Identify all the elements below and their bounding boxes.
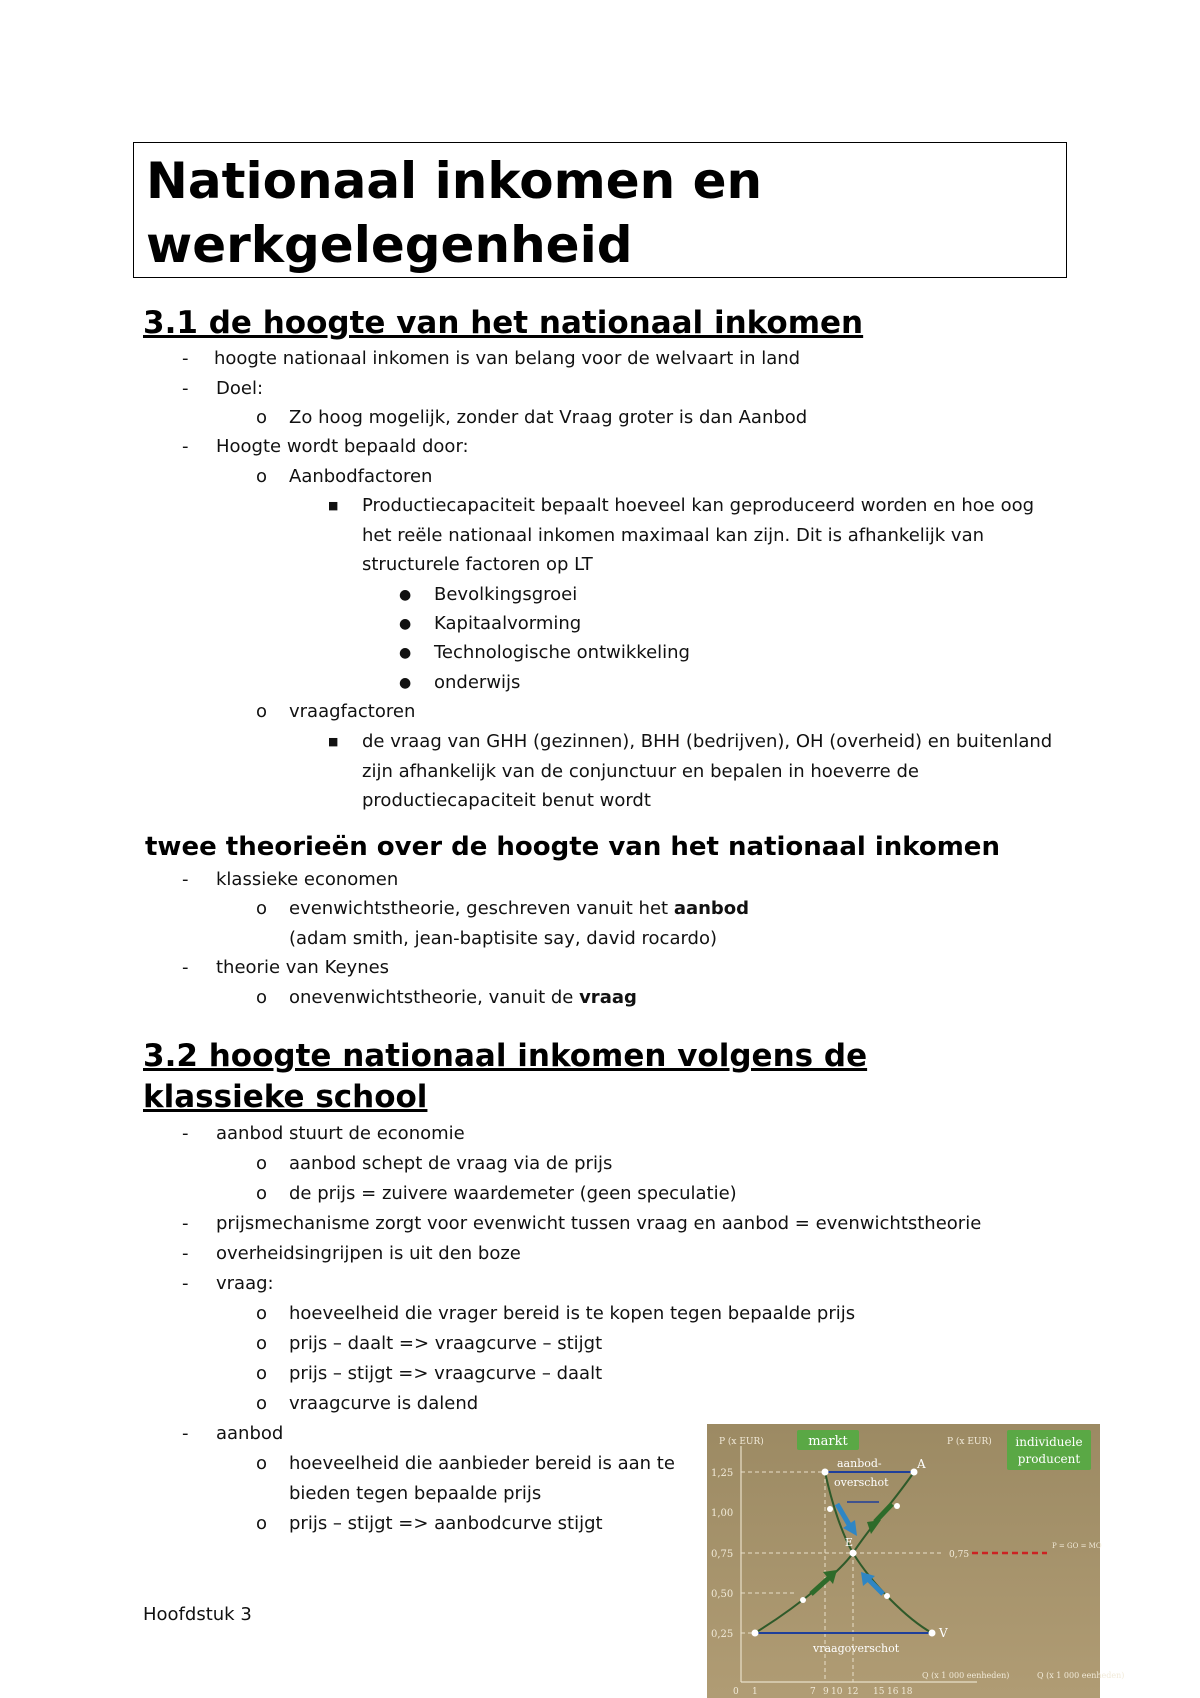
aanbodoverschot-label-1: aanbod- (837, 1457, 882, 1470)
markt-label: markt (808, 1434, 848, 1449)
y-tick: 1,25 (711, 1468, 734, 1479)
x-tick: 18 (901, 1687, 913, 1697)
circle-marker: o (256, 898, 268, 919)
list-item-continued: bieden tegen bepaalde prijs (289, 1483, 542, 1504)
list-item: prijs – stijgt => vraagcurve – daalt (289, 1363, 603, 1384)
bullet-marker: ● (399, 645, 412, 661)
emphasis-aanbod: aanbod (673, 898, 750, 919)
list-item: Aanbodfactoren (289, 466, 433, 487)
y-axis-label: P (x EUR) (719, 1437, 764, 1447)
list-item: aanbod (216, 1423, 284, 1444)
producent-label: producent (1017, 1452, 1081, 1466)
dash-marker: - (182, 1243, 189, 1264)
list-item: klassieke economen (216, 869, 399, 890)
x-tick: 7 (810, 1687, 816, 1697)
y-tick: 0,75 (711, 1549, 734, 1560)
circle-marker: o (256, 1393, 268, 1414)
dash-marker: - (182, 869, 189, 890)
list-item-continued: zijn afhankelijk van de conjunctuur en bepalen in hoeverre de (362, 761, 919, 782)
point-v-label: V (939, 1626, 948, 1640)
list-item-continued: structurele factoren op LT (362, 554, 593, 575)
point-marker (929, 1630, 936, 1637)
square-marker: ■ (328, 735, 339, 748)
supply-demand-graph (707, 1424, 1125, 1698)
emphasis-vraag: vraag (579, 987, 637, 1008)
list-item-text: evenwichtstheorie, geschreven vanuit het (289, 898, 674, 919)
dash-marker: - (182, 1123, 189, 1144)
circle-marker: o (256, 466, 268, 487)
list-item-continued: (adam smith, jean-baptisite say, david rocardo) (289, 928, 718, 949)
price-right-label: 0,75 (949, 1550, 970, 1560)
square-marker: ■ (328, 499, 339, 512)
aanbodoverschot-label-2: overschot (834, 1476, 889, 1489)
theories-heading: twee theorieën over de hoogte van het nationaal inkomen (145, 832, 1000, 862)
right-legend-label: P = GO = MO (1052, 1542, 1102, 1550)
list-item: hoeveelheid die vrager bereid is te kopen tegen bepaalde prijs (289, 1303, 856, 1324)
point-a-label: A (917, 1457, 926, 1471)
list-item-continued: het reële nationaal inkomen maximaal kan zijn. Dit is afhankelijk van (362, 525, 985, 546)
point-marker (822, 1469, 829, 1476)
circle-marker: o (256, 1453, 268, 1474)
x-tick: 1 (752, 1687, 758, 1697)
point-marker (752, 1630, 759, 1637)
section-3-2-heading-line1: 3.2 hoogte nationaal inkomen volgens de (143, 1038, 868, 1074)
list-item: vraagfactoren (289, 701, 416, 722)
dash-marker: - (182, 1273, 189, 1294)
point-e-label: E (845, 1536, 854, 1549)
title-box (133, 142, 1067, 278)
circle-marker: o (256, 1153, 268, 1174)
circle-marker: o (256, 1513, 268, 1534)
y-tick: 1,00 (711, 1508, 734, 1519)
list-item: Zo hoog mogelijk, zonder dat Vraag groter is dan Aanbod (289, 407, 808, 428)
individuele-label: individuele (1015, 1435, 1083, 1449)
circle-marker: o (256, 1333, 268, 1354)
point-marker (894, 1503, 900, 1509)
circle-marker: o (256, 1303, 268, 1324)
y-axis-label-right: P (x EUR) (947, 1437, 992, 1447)
footer-chapter: Hoofdstuk 3 (143, 1604, 252, 1625)
circle-marker: o (256, 407, 268, 428)
dash-marker: - (182, 348, 189, 369)
list-item (289, 896, 749, 922)
list-item: Doel: (216, 378, 264, 399)
x-tick: 16 (887, 1687, 899, 1697)
list-item: Productiecapaciteit bepaalt hoeveel kan geproduceerd worden en hoe oog (362, 495, 1035, 516)
list-item-text: onevenwichtstheorie, vanuit de (289, 987, 580, 1008)
section-3-1-heading: 3.1 de hoogte van het nationaal inkomen (143, 305, 864, 341)
circle-marker: o (256, 1183, 268, 1204)
section-3-2-heading-line2: klassieke school (143, 1079, 428, 1115)
y-tick: 0,50 (711, 1589, 734, 1600)
circle-marker: o (256, 701, 268, 722)
bullet-marker: ● (399, 616, 412, 632)
list-item: onderwijs (434, 672, 521, 693)
list-item-continued: productiecapaciteit benut wordt (362, 790, 651, 811)
list-item: Hoogte wordt bepaald door: (216, 436, 469, 457)
list-item: prijs – stijgt => aanbodcurve stijgt (289, 1513, 603, 1534)
list-item: de prijs = zuivere waardemeter (geen speculatie) (289, 1183, 737, 1204)
point-marker (850, 1550, 857, 1557)
list-item: hoeveelheid die aanbieder bereid is aan te (289, 1453, 675, 1474)
circle-marker: o (256, 1363, 268, 1384)
list-item: hoogte nationaal inkomen is van belang voor de welvaart in land (214, 348, 801, 369)
list-item: vraagcurve is dalend (289, 1393, 479, 1414)
list-item: theorie van Keynes (216, 957, 390, 978)
x-tick: 10 (831, 1687, 843, 1697)
point-marker (800, 1597, 806, 1603)
list-item: Bevolkingsgroei (434, 584, 578, 605)
dash-marker: - (182, 1213, 189, 1234)
dash-marker: - (182, 1423, 189, 1444)
dash-marker: - (182, 378, 189, 399)
list-item: prijsmechanisme zorgt voor evenwicht tussen vraag en aanbod = evenwichtstheorie (216, 1213, 982, 1234)
page-title: Nationaal inkomen en werkgelegenheid (146, 152, 763, 274)
list-item: aanbod stuurt de economie (216, 1123, 465, 1144)
vraagoverschot-label: vraagoverschot (813, 1642, 900, 1655)
x-tick: 15 (873, 1687, 885, 1697)
y-tick: 0,25 (711, 1629, 734, 1640)
x-tick: 0 (733, 1687, 739, 1697)
graph-canvas (707, 1424, 1125, 1698)
list-item: Technologische ontwikkeling (434, 642, 690, 663)
circle-marker: o (256, 987, 268, 1008)
list-item: prijs – daalt => vraagcurve – stijgt (289, 1333, 603, 1354)
dash-marker: - (182, 957, 189, 978)
list-item: aanbod schept de vraag via de prijs (289, 1153, 613, 1174)
x-tick: 12 (847, 1687, 859, 1697)
bullet-marker: ● (399, 587, 412, 603)
dash-marker: - (182, 436, 189, 457)
point-marker (884, 1593, 890, 1599)
point-marker (827, 1506, 833, 1512)
list-item: Kapitaalvorming (434, 613, 582, 634)
x-axis-label-right: Q (x 1 000 eenheden) (1037, 1671, 1125, 1680)
x-axis-label: Q (x 1 000 eenheden) (922, 1671, 1010, 1680)
list-item (289, 985, 637, 1011)
list-item: de vraag van GHH (gezinnen), BHH (bedrijven), OH (overheid) en buitenland (362, 731, 1053, 752)
list-item: vraag: (216, 1273, 274, 1294)
bullet-marker: ● (399, 675, 412, 691)
x-tick: 9 (823, 1687, 829, 1697)
list-item: overheidsingrijpen is uit den boze (216, 1243, 521, 1264)
